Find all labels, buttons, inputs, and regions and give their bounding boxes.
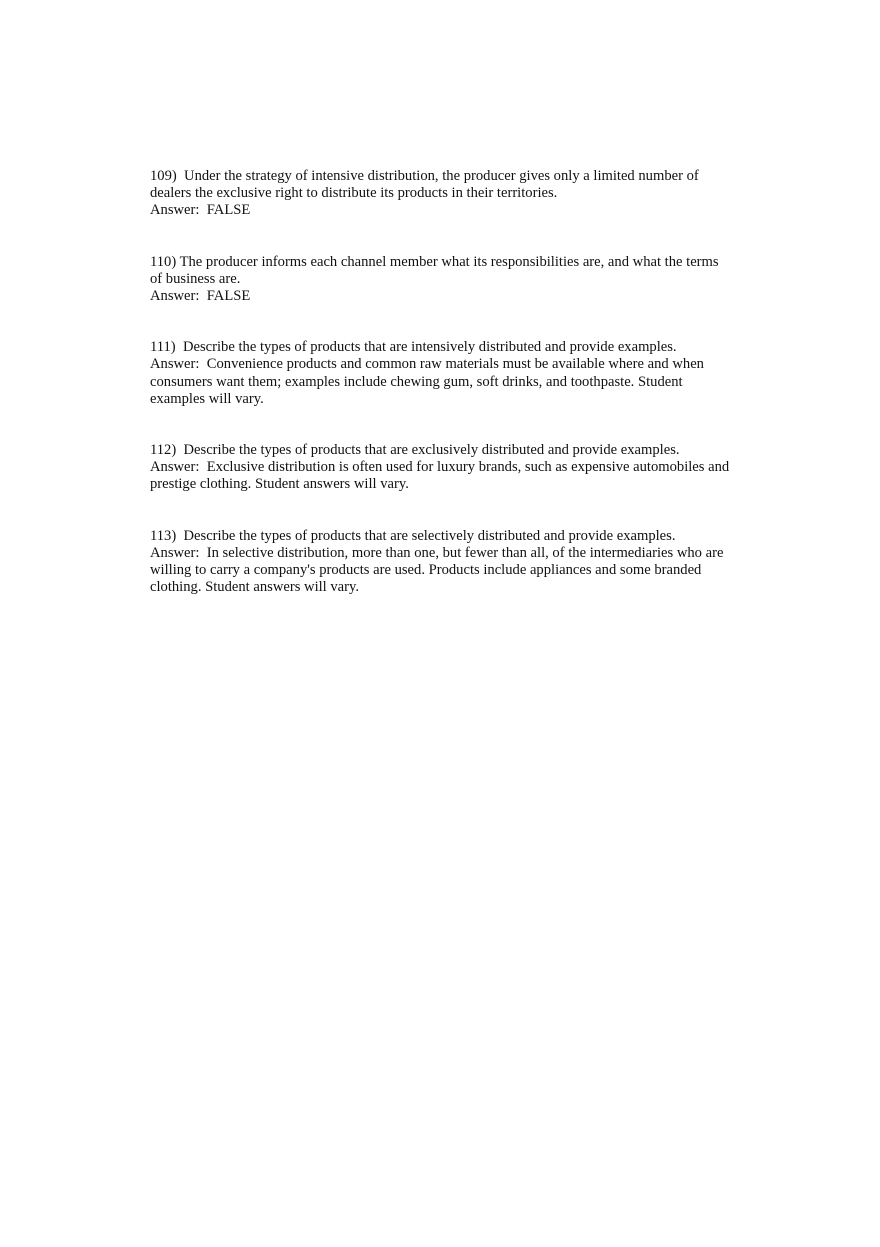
question-text: 110) The producer informs each channel member what its responsibilities are, and what the terms of business are. [150, 253, 723, 287]
question-item-113 [150, 528, 730, 597]
answer-text: Answer: Exclusive distribution is often used for luxury brands, such as expensive automobiles and prestige clothing. Student answers will vary. [150, 459, 733, 493]
question-item-111 [150, 339, 730, 408]
question-text: 109) Under the strategy of intensive distribution, the producer gives only a limited number of dealers the exclusive right to distribute its products in their territories. [150, 168, 703, 202]
answer-text: Answer: In selective distribution, more than one, but fewer than all, of the intermediaries who are willing to carry a company's products are used. Products include appliances and some branded clothing. Student answers will vary. [150, 544, 728, 596]
question-list [150, 168, 733, 596]
question-item-112 [150, 442, 733, 494]
question-item-109 [150, 168, 730, 220]
question-text: 111) Describe the types of products that are intensively distributed and provide examples. [150, 339, 677, 356]
question-text: 112) Describe the types of products that are exclusively distributed and provide examples. [150, 442, 680, 459]
answer-text: Answer: Convenience products and common raw materials must be available where and when consumers want them; examples include chewing gum, soft drinks, and toothpaste. Student examples will vary. [150, 356, 708, 407]
question-text: 113) Describe the types of products that are selectively distributed and provide examples. [150, 527, 676, 544]
question-item-110 [150, 254, 730, 306]
answer-text: Answer: FALSE [150, 202, 251, 219]
answer-text: Answer: FALSE [150, 288, 251, 305]
